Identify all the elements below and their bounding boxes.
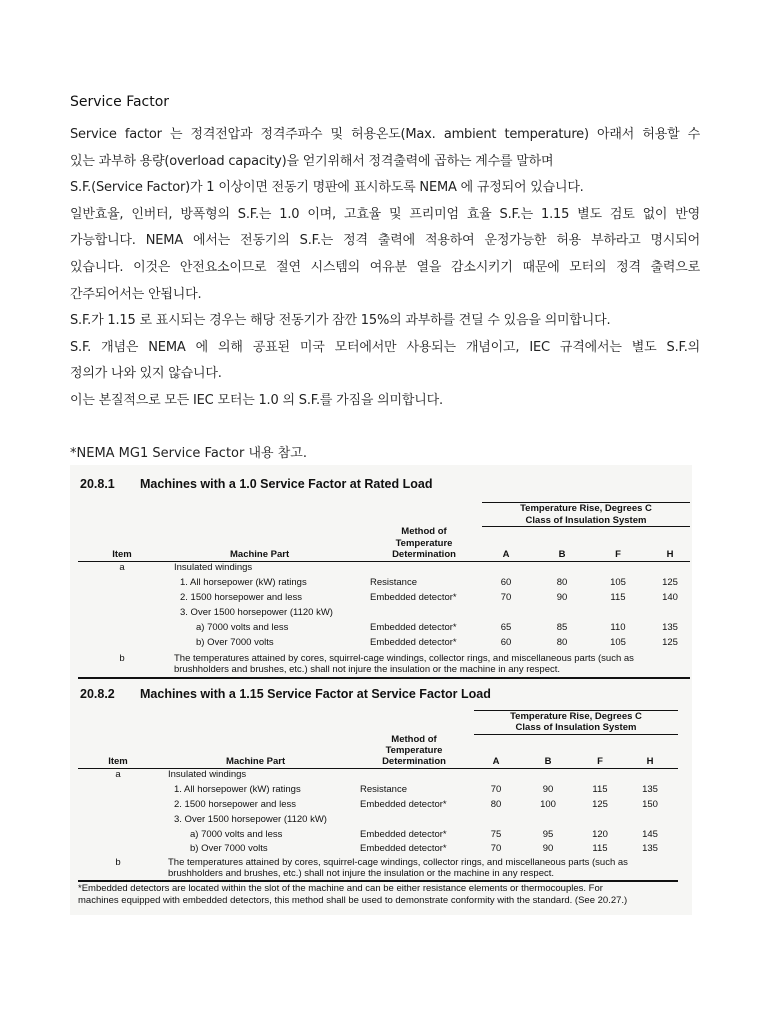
note-line: brushholders and brushes, etc.) shall not injure the insulation or the machine in any respect. (174, 664, 561, 675)
machine-part: 1. All horsepower (kW) ratings (174, 784, 301, 795)
section-heading: Service Factor (70, 94, 170, 110)
value-cell: 80 (556, 637, 568, 648)
note-line: The temperatures attained by cores, squirrel-cage windings, collector rings, and miscellaneous parts (such as (174, 653, 634, 664)
method-cell: Resistance (360, 784, 407, 795)
table-2-title (80, 687, 491, 701)
value-cell: 60 (500, 577, 512, 588)
machine-part: b) Over 7000 volts (196, 637, 274, 648)
machine-part: 2. 1500 horsepower and less (180, 592, 302, 603)
value-cell: 90 (542, 843, 554, 854)
value-cell: 60 (500, 637, 512, 648)
method-header-line: Temperature (395, 538, 453, 549)
class-header: H (666, 549, 674, 560)
paragraph-line: S.F.가 1.15 로 표시되는 경우는 해당 전동기가 잠깐 15%의 과부하를 견딜 수 있음을 의미합니다. (70, 313, 611, 329)
paragraph-line: 정의가 나와 있지 않습니다. (70, 366, 222, 382)
value-cell: 70 (500, 592, 512, 603)
group-header: Temperature Rise, Degrees C (520, 503, 652, 514)
machine-part: 1. All horsepower (kW) ratings (180, 577, 307, 588)
value-cell: 90 (556, 592, 568, 603)
value-cell: 135 (642, 784, 658, 795)
value-cell: 90 (542, 784, 554, 795)
value-cell: 125 (662, 637, 678, 648)
paragraph-line: 이는 본질적으로 모든 IEC 모터는 1.0 의 S.F.를 가짐을 의미합니다. (70, 392, 443, 408)
item-label: a (119, 562, 125, 573)
paragraph-line: 있는 과부하 용량(overload capacity)을 얻기위해서 정격출력에 곱하는 계수를 말하며 (70, 153, 554, 169)
machine-part: 3. Over 1500 horsepower (1120 kW) (180, 607, 333, 618)
method-header-line: Determination (382, 756, 446, 767)
value-cell: 135 (662, 622, 678, 633)
col-item-header: Item (108, 756, 128, 767)
method-header-line: Determination (392, 549, 456, 560)
machine-part: 2. 1500 horsepower and less (174, 799, 296, 810)
value-cell: 70 (490, 843, 502, 854)
value-cell: 140 (662, 592, 678, 603)
paragraph-line: 있습니다. 이것은 안전요소이므로 절연 시스템의 여유분 열을 감소시키기 때문에 모터의 정격 출력으로 (70, 259, 700, 275)
machine-part: a) 7000 volts and less (190, 829, 283, 840)
value-cell: 145 (642, 829, 658, 840)
method-cell: Embedded detector* (360, 843, 447, 854)
value-cell: 105 (610, 577, 626, 588)
value-cell: 65 (500, 622, 512, 633)
method-cell: Resistance (370, 577, 417, 588)
method-header-line: Method of (401, 526, 447, 537)
paragraph-line: Service factor 는 정격전압과 정격주파수 및 허용온도(Max. ambient temperature) 아래서 허용할 수 (70, 127, 700, 142)
paragraph-line: S.F. 개념은 NEMA 에 의해 공표된 미국 모터에서만 사용되는 개념이고, IEC 규격에서는 별도 S.F.의 (70, 339, 700, 355)
class-header: F (615, 549, 621, 560)
class-header: B (558, 549, 566, 560)
footnote-line: *Embedded detectors are located within the slot of the machine and can be either resistance elements or thermocouples. For (78, 883, 603, 894)
machine-part: a) 7000 volts and less (196, 622, 289, 633)
class-header: A (492, 756, 500, 767)
value-cell: 105 (610, 637, 626, 648)
value-cell: 115 (592, 784, 608, 795)
paragraph-line: 간주되어서는 안됩니다. (70, 286, 202, 302)
paragraph-block (70, 122, 700, 415)
group-subheader: Class of Insulation System (525, 515, 647, 526)
table-bottom-rule (78, 880, 678, 882)
method-cell: Embedded detector* (370, 637, 457, 648)
rule (482, 526, 690, 527)
class-header: B (544, 756, 552, 767)
value-cell: 115 (610, 592, 626, 603)
method-cell: Embedded detector* (370, 592, 457, 603)
value-cell: 135 (642, 843, 658, 854)
item-label: a (115, 769, 121, 780)
method-cell: Embedded detector* (360, 829, 447, 840)
col-part-header: Machine Part (226, 756, 286, 767)
paragraph-line: 일반효율, 인버터, 방폭형의 S.F.는 1.0 이며, 고효율 및 프리미엄 효율 S.F.는 1.15 별도 검토 없이 반영 (70, 206, 700, 222)
item-label: b (115, 857, 121, 868)
class-header: F (597, 756, 603, 767)
row-group-label: Insulated windings (174, 562, 253, 573)
table-2-title-text: Machines with a 1.15 Service Factor at Service Factor Load (140, 687, 491, 701)
col-item-header: Item (112, 549, 132, 560)
table-1-number: 20.8.1 (80, 477, 115, 491)
paragraph-line: S.F.(Service Factor)가 1 이상이면 전동기 명판에 표시하도록 NEMA 에 규정되어 있습니다. (70, 180, 584, 196)
machine-part: b) Over 7000 volts (190, 843, 268, 854)
table-1-title (80, 477, 432, 491)
paragraph-line: 가능합니다. NEMA 에서는 전동기의 S.F.는 정격 출력에 적용하여 운정가능한 허용 부하라고 명시되어 (70, 233, 700, 249)
method-header-line: Method of (391, 734, 437, 745)
header-rule (78, 561, 690, 562)
value-cell: 120 (592, 829, 608, 840)
class-header: A (502, 549, 510, 560)
value-cell: 100 (540, 799, 556, 810)
rule (474, 734, 678, 735)
value-cell: 95 (542, 829, 554, 840)
method-header-line: Temperature (385, 745, 443, 756)
value-cell: 85 (556, 622, 568, 633)
value-cell: 110 (610, 622, 626, 633)
item-label: b (119, 653, 125, 664)
col-part-header: Machine Part (230, 549, 290, 560)
class-header: H (646, 756, 654, 767)
value-cell: 125 (592, 799, 608, 810)
value-cell: 115 (592, 843, 608, 854)
value-cell: 125 (662, 577, 678, 588)
note-line: The temperatures attained by cores, squirrel-cage windings, collector rings, and miscellaneous parts (such as (168, 857, 628, 868)
group-subheader: Class of Insulation System (515, 722, 637, 733)
reference-note: *NEMA MG1 Service Factor 내용 참고. (70, 446, 307, 461)
nema-table-scan (70, 465, 692, 915)
footnote-line: machines equipped with embedded detectors, this method shall be used to demonstrate conformity with the standard. (See 20.27.) (78, 895, 628, 906)
table-bottom-rule (78, 677, 690, 679)
value-cell: 70 (490, 784, 502, 795)
table-1-title-text: Machines with a 1.0 Service Factor at Rated Load (140, 477, 433, 491)
method-cell: Embedded detector* (360, 799, 447, 810)
table-2-number: 20.8.2 (80, 687, 115, 701)
note-line: brushholders and brushes, etc.) shall not injure the insulation or the machine in any respect. (168, 868, 555, 879)
machine-part: 3. Over 1500 horsepower (1120 kW) (174, 814, 327, 825)
method-cell: Embedded detector* (370, 622, 457, 633)
value-cell: 150 (642, 799, 658, 810)
document-body (70, 94, 700, 415)
group-header: Temperature Rise, Degrees C (510, 711, 642, 722)
row-group-label: Insulated windings (168, 769, 247, 780)
value-cell: 75 (490, 829, 502, 840)
value-cell: 80 (556, 577, 568, 588)
value-cell: 80 (490, 799, 502, 810)
